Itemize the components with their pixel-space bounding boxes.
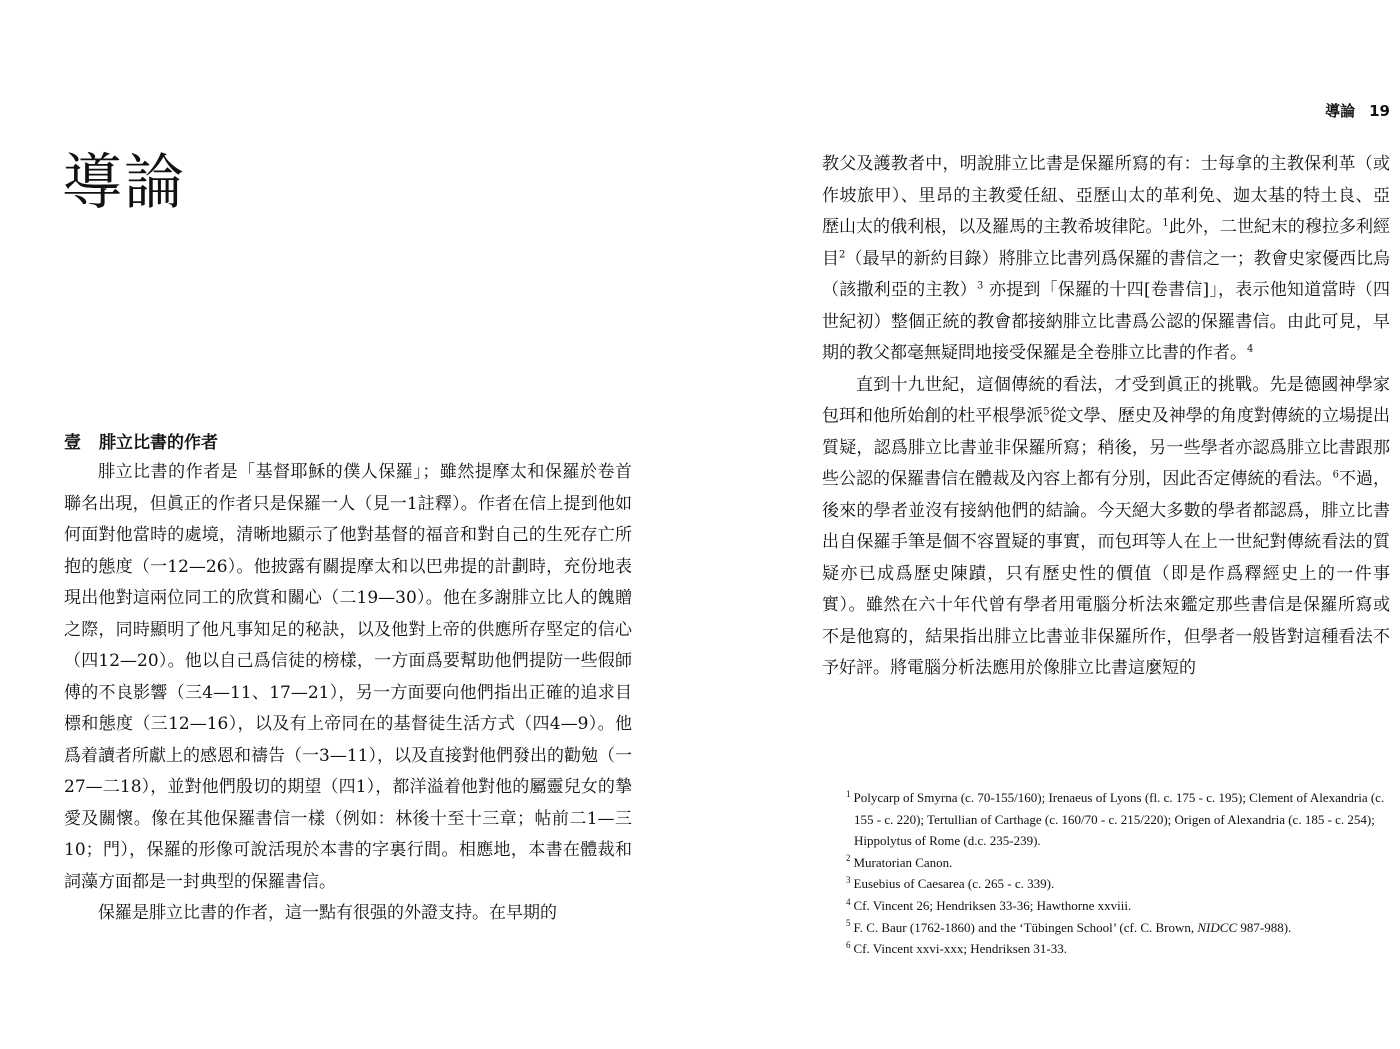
footnote-text: Eusebius of Caesarea (c. 265 - c. 339). <box>853 876 1055 892</box>
footnote-4 <box>846 895 1391 917</box>
footnote-number: 1 <box>846 788 851 799</box>
footnote-ref[interactable]: 2 <box>839 248 846 260</box>
footnote-ref[interactable]: 5 <box>1043 406 1050 418</box>
left-paragraph-1: 腓立比書的作者是「基督耶穌的僕人保羅」；雖然提摩太和保羅於卷首聯名出現，但眞正的作者只是保羅一人（見一1註釋）。作者在信上提到他如何面對他當時的處境，清晰地顯示了他對基督的福音和對自己的生死存亡所抱的態度（一12—26）。他披露有關提摩太和以巴弗提的計劃時，充份地表現出他對這兩位同工的欣賞和關心（二19—30）。他在多謝腓立比人的餽贈之際，同時顯明了他凡事知足的秘訣，以及他對上帝的供應所存堅定的信心（四12—20）。他以自己爲信徒的榜樣，一方面爲要幫助他們提防一些假師傅的不良影響（三4—11、17—21），另一方面要向他們指出正確的追求目標和態度（三12—16），以及有上帝同在的基督徒生活方式（四4—9）。他爲着讀者所獻上的感恩和禱告（一3—11），以及直接對他們發出的勸勉（一27—二18），並對他們殷切的期望（四1），都洋溢着他對他的屬靈兒女的摯愛及關懷。像在其他保羅書信一樣（例如：林後十至十三章；帖前二1—三10；門），保羅的形像可說活現於本書的字裏行間。相應地，本書在體裁和詞藻方面都是一封典型的保羅書信。 <box>64 462 632 892</box>
footnote-6 <box>846 938 1391 960</box>
right-page <box>700 0 1400 1049</box>
footnote-1 <box>846 787 1391 852</box>
footnote-text: 987-988). <box>1237 919 1292 935</box>
footnote-2 <box>846 852 1391 874</box>
right-paragraph-1 <box>822 149 1390 370</box>
footnote-text: Cf. Vincent 26; Hendriksen 33-36; Hawthorne xxviii. <box>853 897 1132 913</box>
running-head-title: 導論 <box>1325 102 1356 120</box>
paragraph-text: （最早的新約目錄）將腓立比書列爲保羅的書信之一；教會史家優西比烏（該撒利亞的主教） <box>822 248 1391 300</box>
footnotes <box>846 787 1391 960</box>
footnote-text: Polycarp of Smyrna (c. 70-155/160); Irenaeus of Lyons (fl. c. 175 - c. 195); Clement of Alexandria (c. 155 - c. 220); Tertullian of Carthage (c. 160/70 - c. 215/220); Origen of Alexandria (c. 185 - c. 254); Hippolytus of Rome (d.c. 235-239). <box>853 790 1385 849</box>
right-paragraph-2 <box>822 370 1390 685</box>
footnote-ref[interactable]: 1 <box>1162 217 1169 229</box>
footnote-ref[interactable]: 6 <box>1332 469 1339 481</box>
footnote-5 <box>846 917 1391 939</box>
section-number: 壹 <box>64 433 81 453</box>
section-heading <box>64 432 218 454</box>
paragraph-text: 直到十九世紀，這個傳統的看法，才受到眞正的挑戰。先是德國神學家包珥和他所始創的杜平根學派 <box>822 374 1390 426</box>
paragraph-text: 從文學、歷史及神學的角度對傳統的立場提出質疑，認爲腓立比書並非保羅所寫；稍後，另一些學者亦認爲腓立比書跟那些公認的保羅書信在體裁及內容上都有分別，因此否定傳統的看法。 <box>822 406 1391 489</box>
footnote-number: 6 <box>846 939 851 950</box>
footnote-number: 5 <box>846 918 851 929</box>
footnote-text-italic: NIDCC <box>1197 919 1238 935</box>
footnote-text: Cf. Vincent xxvi-xxx; Hendriksen 31-33. <box>853 941 1067 957</box>
right-body-text <box>822 149 1390 685</box>
footnote-ref[interactable]: 3 <box>976 280 984 292</box>
footnote-3 <box>846 873 1391 895</box>
footnote-number: 2 <box>846 853 851 864</box>
footnote-text: Muratorian Canon. <box>853 854 953 870</box>
paragraph-text: 亦提到「保羅的十四[卷書信]」，表示他知道當時（四世紀初）整個正統的教會都接納腓立比書爲公認的保羅書信。由此可見，早期的教父都毫無疑問地接受保羅是全卷腓立比書的作者。 <box>822 280 1391 363</box>
footnote-number: 4 <box>846 896 851 907</box>
left-body-text <box>64 457 632 930</box>
paragraph-text: 此外，二世紀末的穆拉多利經目 <box>822 217 1391 269</box>
footnote-text: F. C. Baur (1762-1860) and the ‘Tübingen School’ (cf. C. Brown, <box>853 919 1198 935</box>
running-head <box>1325 101 1390 121</box>
left-paragraph-2: 保羅是腓立比書的作者，這一點有很强的外證支持。在早期的 <box>98 903 557 923</box>
footnote-number: 3 <box>846 875 851 886</box>
paragraph-text: 教父及護教者中，明說腓立比書是保羅所寫的有：士每拿的主教保利革（或作坡旅甲）、里昂的主教愛任紐、亞歷山太的革利免、迦太基的特土良、亞歷山太的俄利根，以及羅馬的主教希坡律陀。 <box>822 154 1390 237</box>
footnote-ref[interactable]: 4 <box>1247 343 1254 355</box>
page-number: 19 <box>1369 102 1390 120</box>
section-title: 腓立比書的作者 <box>99 433 218 453</box>
chapter-title: 導論 <box>62 148 186 218</box>
paragraph-text: 不過，後來的學者並沒有接納他們的結論。今天絕大多數的學者都認爲，腓立比書出自保羅手筆是個不容置疑的事實，而包珥等人在上一世紀對傳統看法的質疑亦已成爲歷史陳蹟，只有歷史性的價值（即是作爲釋經史上的一件事實）。雖然在六十年代曾有學者用電腦分析法來鑑定那些書信是保羅所寫或不是他寫的，結果指出腓立比書並非保羅所作，但學者一般皆對這種看法不予好評。將電腦分析法應用於像腓立比書這麼短的 <box>822 469 1391 678</box>
